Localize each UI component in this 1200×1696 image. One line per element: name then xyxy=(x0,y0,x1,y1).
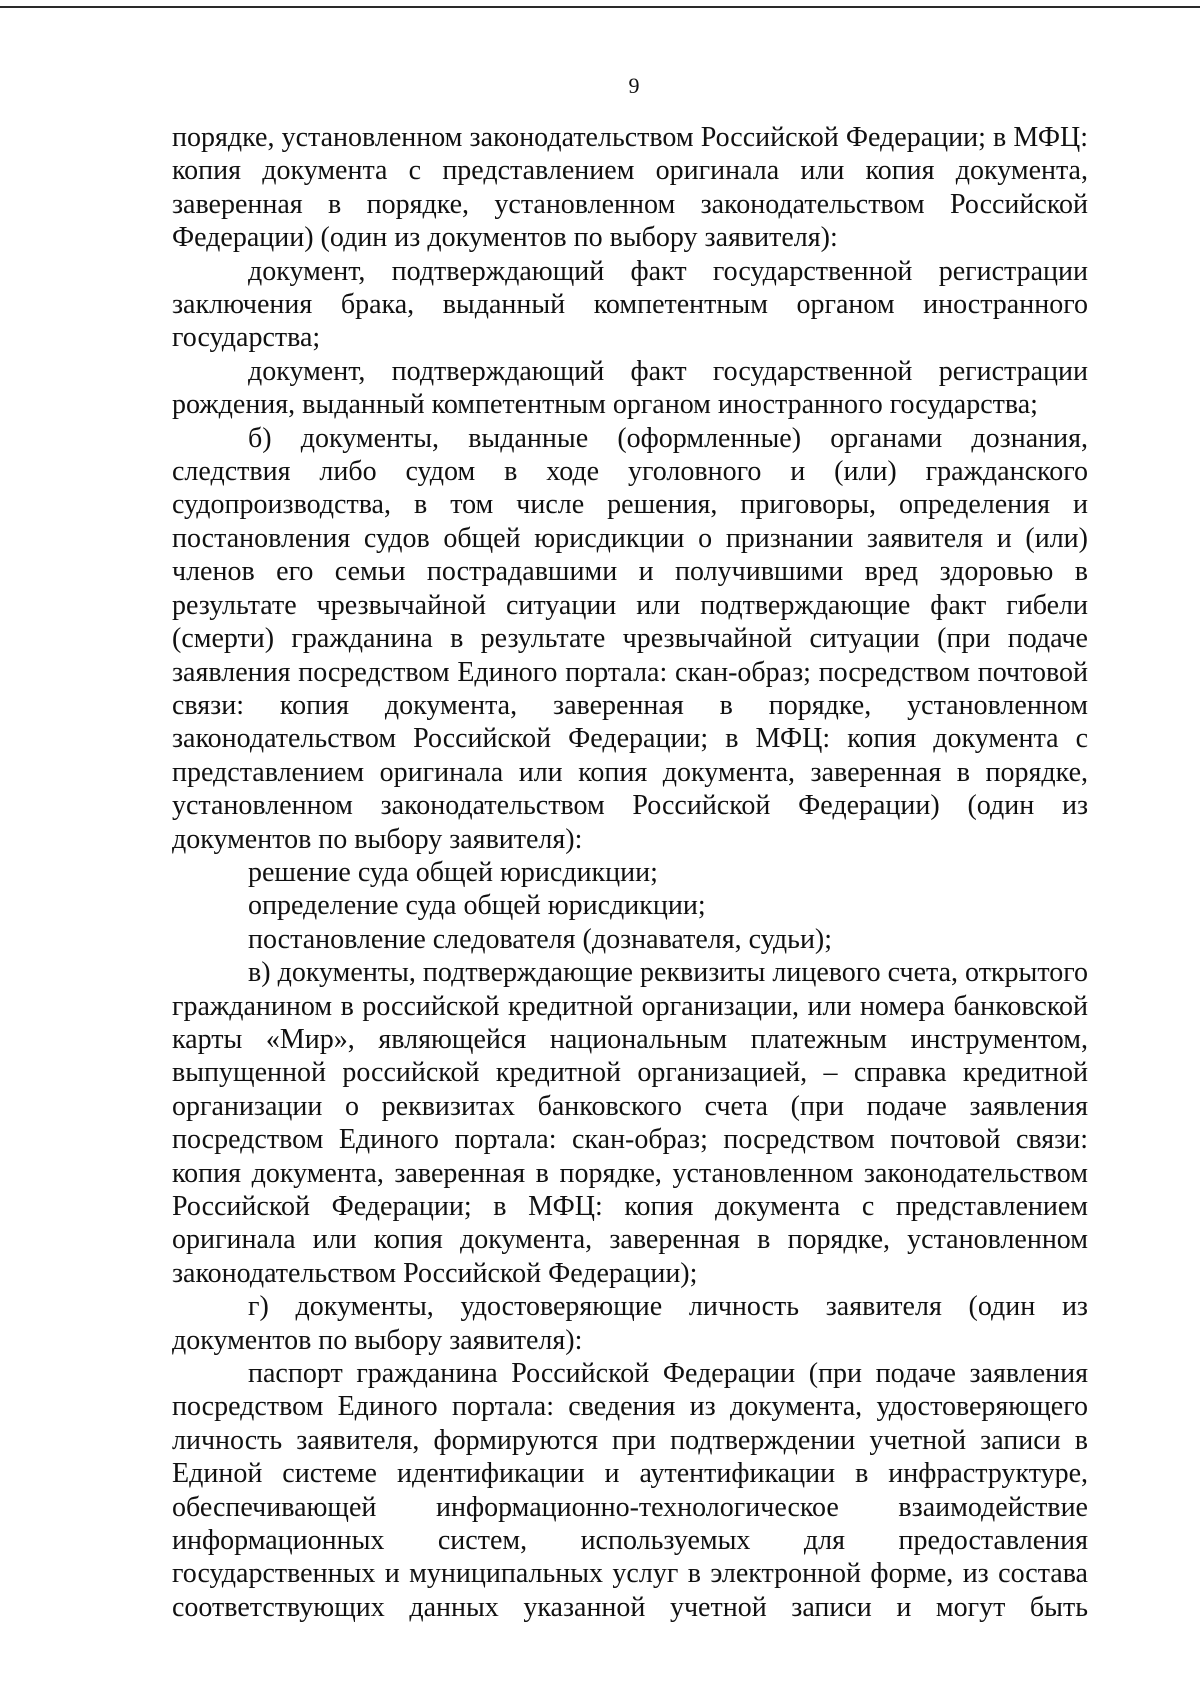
page-number: 9 xyxy=(628,73,640,98)
scan-edge-line xyxy=(0,6,1200,8)
paragraph-item-g: г) документы, удостоверяющие личность заявителя (один из документов по выбору заявителя): xyxy=(172,1291,1088,1356)
paragraph-item-b: б) документы, выданные (оформленные) органами дознания, следствия либо судом в ходе уголовного и (или) гражданского судопроизводства, в том числе решения, приговоры, определения и постановления судов общей юрисдикции о признании заявителя и (или) членов его семьи пострадавшими и получившими вред здоровью в результате чрезвычайной ситуации или подтверждающие факт гибели (смерти) гражданина в результате чрезвычайной ситуации (при подаче заявления посредством Единого портала: скан-образ; посредством почтовой связи: копия документа, заверенная в порядке, установленном законодательством Российской Федерации; в МФЦ: копия документа с представлением оригинала или копия документа, заверенная в порядке, установленном законодательством Российской Федерации) (один из документов по выбору заявителя): xyxy=(172,422,1088,855)
paragraph-item-v: в) документы, подтверждающие реквизиты лицевого счета, открытого гражданином в российской кредитной организации, или номера банковской карты «Мир», являющейся национальным платежным инструментом, выпущенной российской кредитной организацией, – справка кредитной организации о реквизитах банковского счета (при подаче заявления посредством Единого портала: скан-образ; посредством почтовой связи: копия документа, заверенная в порядке, установленном законодательством Российской Федерации; в МФЦ: копия документа с представлением оригинала или копия документа, заверенная в порядке, установленном законодательством Российской Федерации); xyxy=(172,957,1088,1289)
paragraph-passport: паспорт гражданина Российской Федерации (при подаче заявления посредством Единого портала: сведения из документа, удостоверяющего личность заявителя, формируются при подтверждении учетной записи в Единой системе идентификации и аутентификации в инфраструктуре, обеспечивающей информационно-технологическое взаимодействие информационных систем, используемых для предоставления государственных и муниципальных услуг в электронной форме, из состава соответствующих данных указанной учетной записи и могут быть xyxy=(172,1358,1088,1623)
paragraph-court-decision: решение суда общей юрисдикции; xyxy=(248,856,658,888)
paragraph-continuation: порядке, установленном законодательством Российской Федерации; в МФЦ: копия документа с представлением оригинала или копия документа, заверенная в порядке, установленном законодательством Российской Федерации) (один из документов по выбору заявителя): xyxy=(172,122,1088,254)
paragraph-birth-registration: документ, подтверждающий факт государственной регистрации рождения, выданный компетентным органом иностранного государства; xyxy=(172,355,1088,421)
paragraph-investigator-resolution: постановление следователя (дознавателя, судьи); xyxy=(248,923,833,955)
paragraph-court-ruling: определение суда общей юрисдикции; xyxy=(248,890,706,922)
document-body xyxy=(172,121,1088,1624)
paragraph-marriage-registration: документ, подтверждающий факт государственной регистрации заключения брака, выданный компетентным органом иностранного государства; xyxy=(172,255,1088,354)
